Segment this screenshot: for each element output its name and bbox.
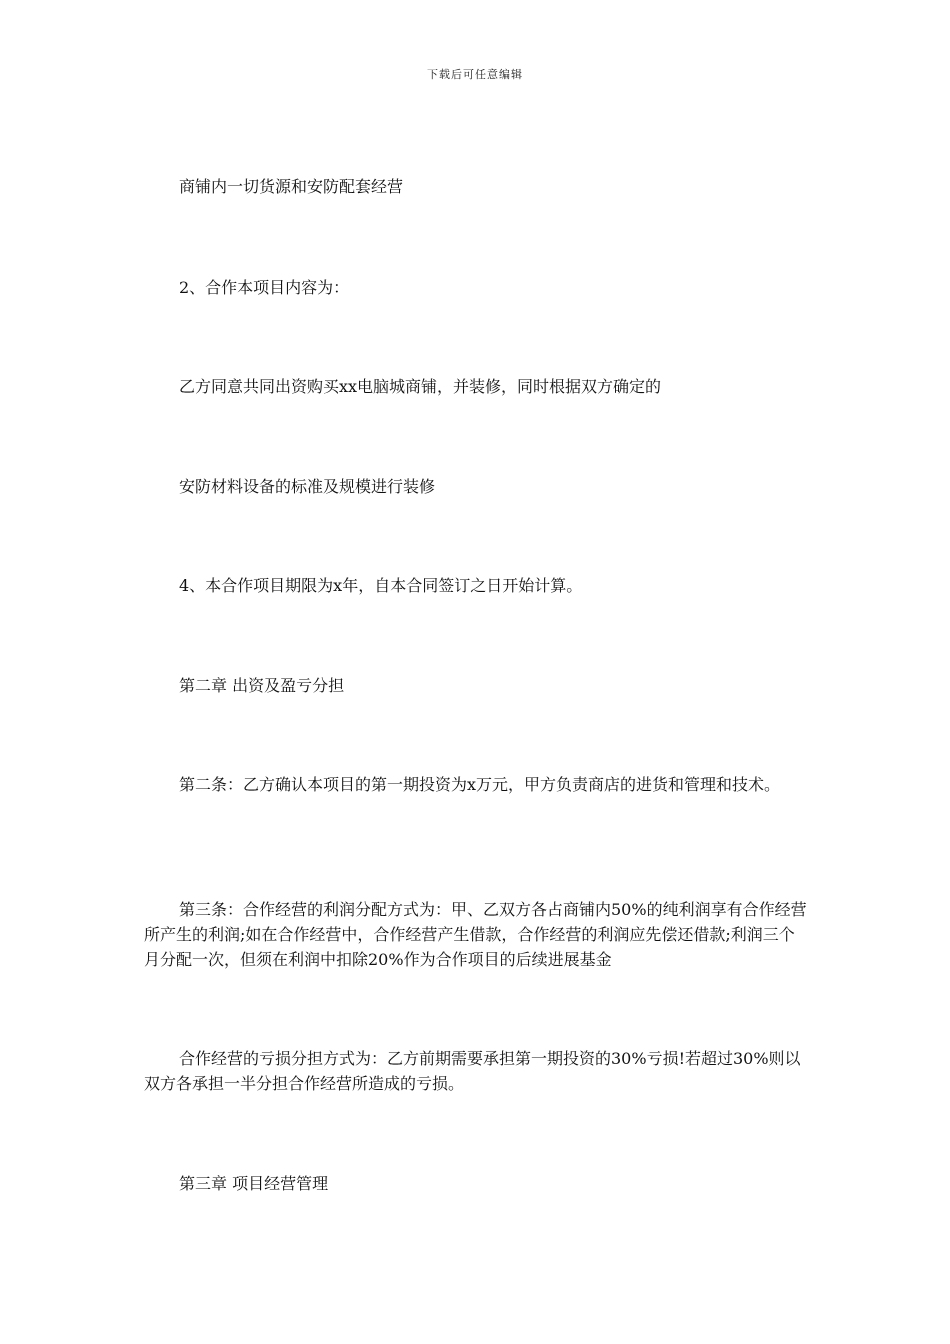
article-two: 第二条：乙方确认本项目的第一期投资为x万元，甲方负责商店的进货和管理和技术。 — [179, 775, 781, 794]
paragraph-joint-investment: 乙方同意共同出资购买xx电脑城商铺，并装修，同时根据双方确定的 — [179, 377, 662, 396]
paragraph-goods-source: 商铺内一切货源和安防配套经营 — [179, 177, 404, 196]
paragraph-project-term: 4、本合作项目期限为x年，自本合同签订之日开始计算。 — [179, 576, 583, 595]
loss-sharing-paragraph: 合作经营的亏损分担方式为：乙方前期需要承担第一期投资的30%亏损!若超过30%则以双方各承担一半分担合作经营所造成的亏损。 — [144, 1049, 801, 1093]
paragraph-renovation-standard: 安防材料设备的标准及规模进行装修 — [179, 477, 436, 496]
chapter-three-heading: 第三章 项目经营管理 — [179, 1174, 329, 1193]
paragraph-project-content-heading: 2、合作本项目内容为： — [179, 278, 350, 297]
article-three: 第三条：合作经营的利润分配方式为：甲、乙双方各占商铺内50%的纯利润享有合作经营所产生的利润;如在合作经营中，合作经营产生借款，合作经营的利润应先偿还借款;利润三个月分配一次，但须在利润中扣除20%作为合作项目的后续进展基金 — [144, 900, 807, 969]
chapter-two-heading: 第二章 出资及盈亏分担 — [179, 676, 345, 695]
page-header: 下载后可任意编辑 — [427, 68, 523, 81]
